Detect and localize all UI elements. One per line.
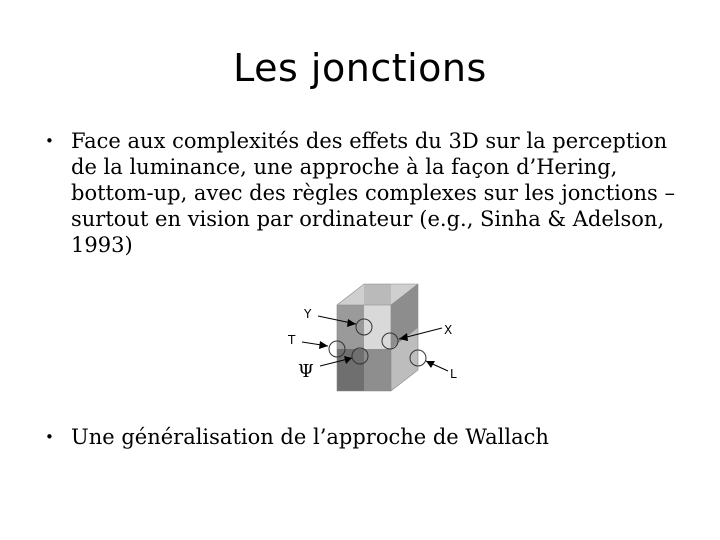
slide-title: Les jonctions xyxy=(233,46,487,90)
label-psi: Ψ xyxy=(298,361,314,382)
label-x: X xyxy=(444,323,453,337)
cube-front-lower-left xyxy=(337,349,364,391)
junction-cube-figure xyxy=(282,278,472,396)
label-y: Y xyxy=(304,307,312,321)
bullet-symbol: • xyxy=(45,428,54,446)
bullet-item xyxy=(45,128,685,258)
arrow-t-head xyxy=(319,341,328,349)
cube-front-upper-right xyxy=(364,305,391,349)
bullet-item xyxy=(45,424,685,450)
bullet-symbol: • xyxy=(45,132,54,150)
label-t: T xyxy=(288,333,296,347)
bullet-text: Une généralisation de l’approche de Wallach xyxy=(71,425,549,449)
label-l: L xyxy=(450,367,457,381)
cube-top-face-shade xyxy=(364,284,391,305)
bullet-text: Face aux complexités des effets du 3D sur la perception de la luminance, une approche à la façon d’Hering, bottom-up, avec des règles complexes sur les jonctions – surtout en vision par ordinateur (e.g., Sinha & Adelson, 1993) xyxy=(71,129,675,257)
